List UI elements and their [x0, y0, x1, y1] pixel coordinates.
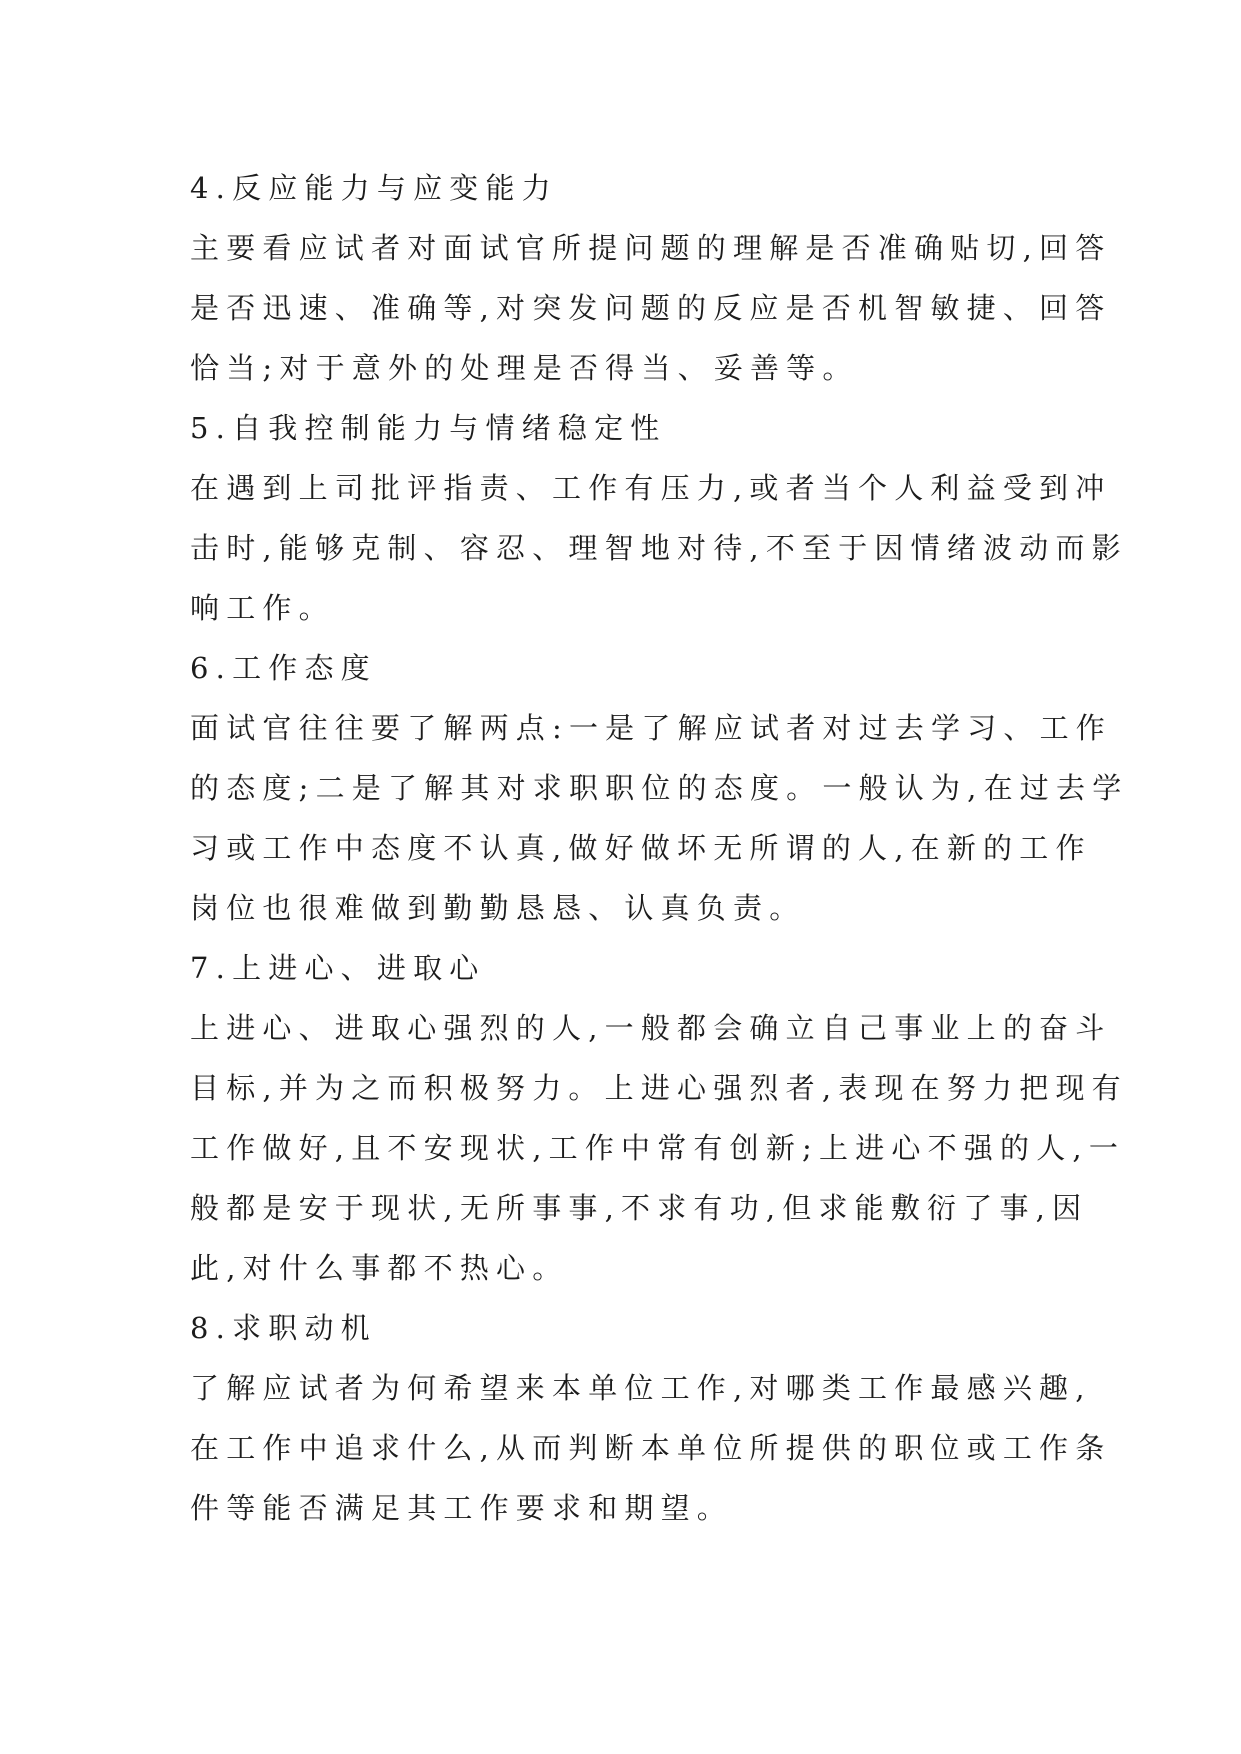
body-line: 上进心、进取心强烈的人,一般都会确立自己事业上的奋斗: [190, 1011, 1112, 1045]
document-page: [190, 158, 1129, 1538]
section-heading: 8.求职动机: [190, 1311, 377, 1345]
section-reaction-ability: [190, 158, 1112, 398]
body-line: 习或工作中态度不认真,做好做坏无所谓的人,在新的工作: [190, 831, 1092, 865]
body-line: 工作做好,且不安现状,工作中常有创新;上进心不强的人,一: [190, 1131, 1126, 1165]
section-body: [190, 998, 1128, 1298]
body-line: 击时,能够克制、容忍、理智地对待,不至于因情绪波动而影: [190, 531, 1128, 565]
body-line: 了解应试者为何希望来本单位工作,对哪类工作最感兴趣,: [190, 1371, 1092, 1405]
section-body: [190, 698, 1129, 938]
body-line: 在遇到上司批评指责、工作有压力,或者当个人利益受到冲: [190, 471, 1112, 505]
body-line: 岗位也很难做到勤勤恳恳、认真负责。: [190, 891, 806, 925]
body-line: 是否迅速、准确等,对突发问题的反应是否机智敏捷、回答: [190, 291, 1112, 325]
body-line: 在工作中追求什么,从而判断本单位所提供的职位或工作条: [190, 1431, 1112, 1465]
section-body: [190, 218, 1112, 398]
body-line: 恰当;对于意外的处理是否得当、妥善等。: [190, 351, 859, 385]
section-heading: 7.上进心、进取心: [190, 951, 486, 985]
section-body: [190, 458, 1128, 638]
body-line: 面试官往往要了解两点:一是了解应试者对过去学习、工作: [190, 711, 1112, 745]
body-line: 此,对什么事都不热心。: [190, 1251, 569, 1285]
section-ambition: [190, 938, 1128, 1298]
body-line: 的态度;二是了解其对求职职位的态度。一般认为,在过去学: [190, 771, 1129, 805]
section-heading: 6.工作态度: [190, 651, 377, 685]
section-job-motivation: [190, 1298, 1112, 1538]
section-self-control: [190, 398, 1128, 638]
section-heading: 5.自我控制能力与情绪稳定性: [190, 411, 667, 445]
section-work-attitude: [190, 638, 1129, 938]
body-line: 响工作。: [190, 591, 335, 625]
body-line: 件等能否满足其工作要求和期望。: [190, 1491, 734, 1525]
section-heading: 4.反应能力与应变能力: [190, 171, 558, 205]
body-line: 般都是安于现状,无所事事,不求有功,但求能敷衍了事,因: [190, 1191, 1089, 1225]
body-line: 主要看应试者对面试官所提问题的理解是否准确贴切,回答: [190, 231, 1112, 265]
section-body: [190, 1358, 1112, 1538]
body-line: 目标,并为之而积极努力。上进心强烈者,表现在努力把现有: [190, 1071, 1128, 1105]
